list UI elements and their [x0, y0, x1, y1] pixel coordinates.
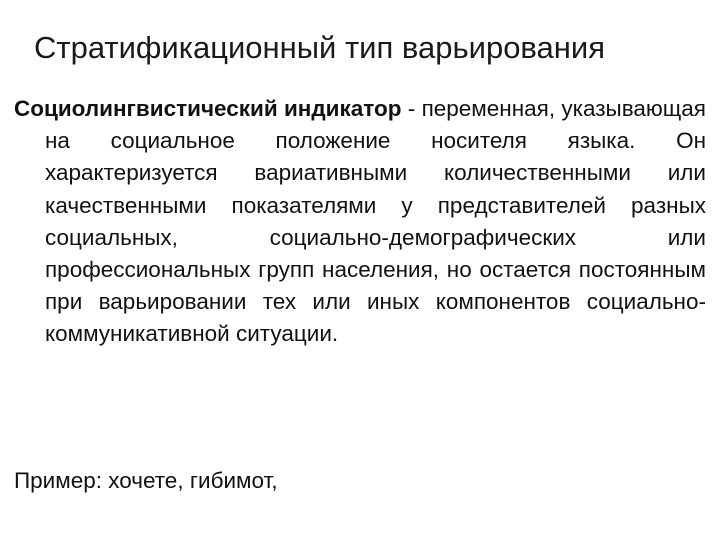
definition-separator: - — [401, 96, 422, 121]
definition-paragraph — [14, 93, 706, 351]
slide-title: Стратификационный тип варьирования — [34, 30, 606, 65]
definition-text: переменная, указывающая на социальное положение носителя языка. Он характеризуется вариативными количественными или качественными показателями у представителей разных социальных, социально-демографических или профессиональных групп населения, но остается постоянным при варьировании тех или иных компонентов социально-коммуникативной ситуации. — [45, 96, 706, 347]
example-line: Пример: хочете, гибимот, — [14, 468, 278, 493]
definition-term: Социолингвистический индикатор — [14, 96, 402, 121]
